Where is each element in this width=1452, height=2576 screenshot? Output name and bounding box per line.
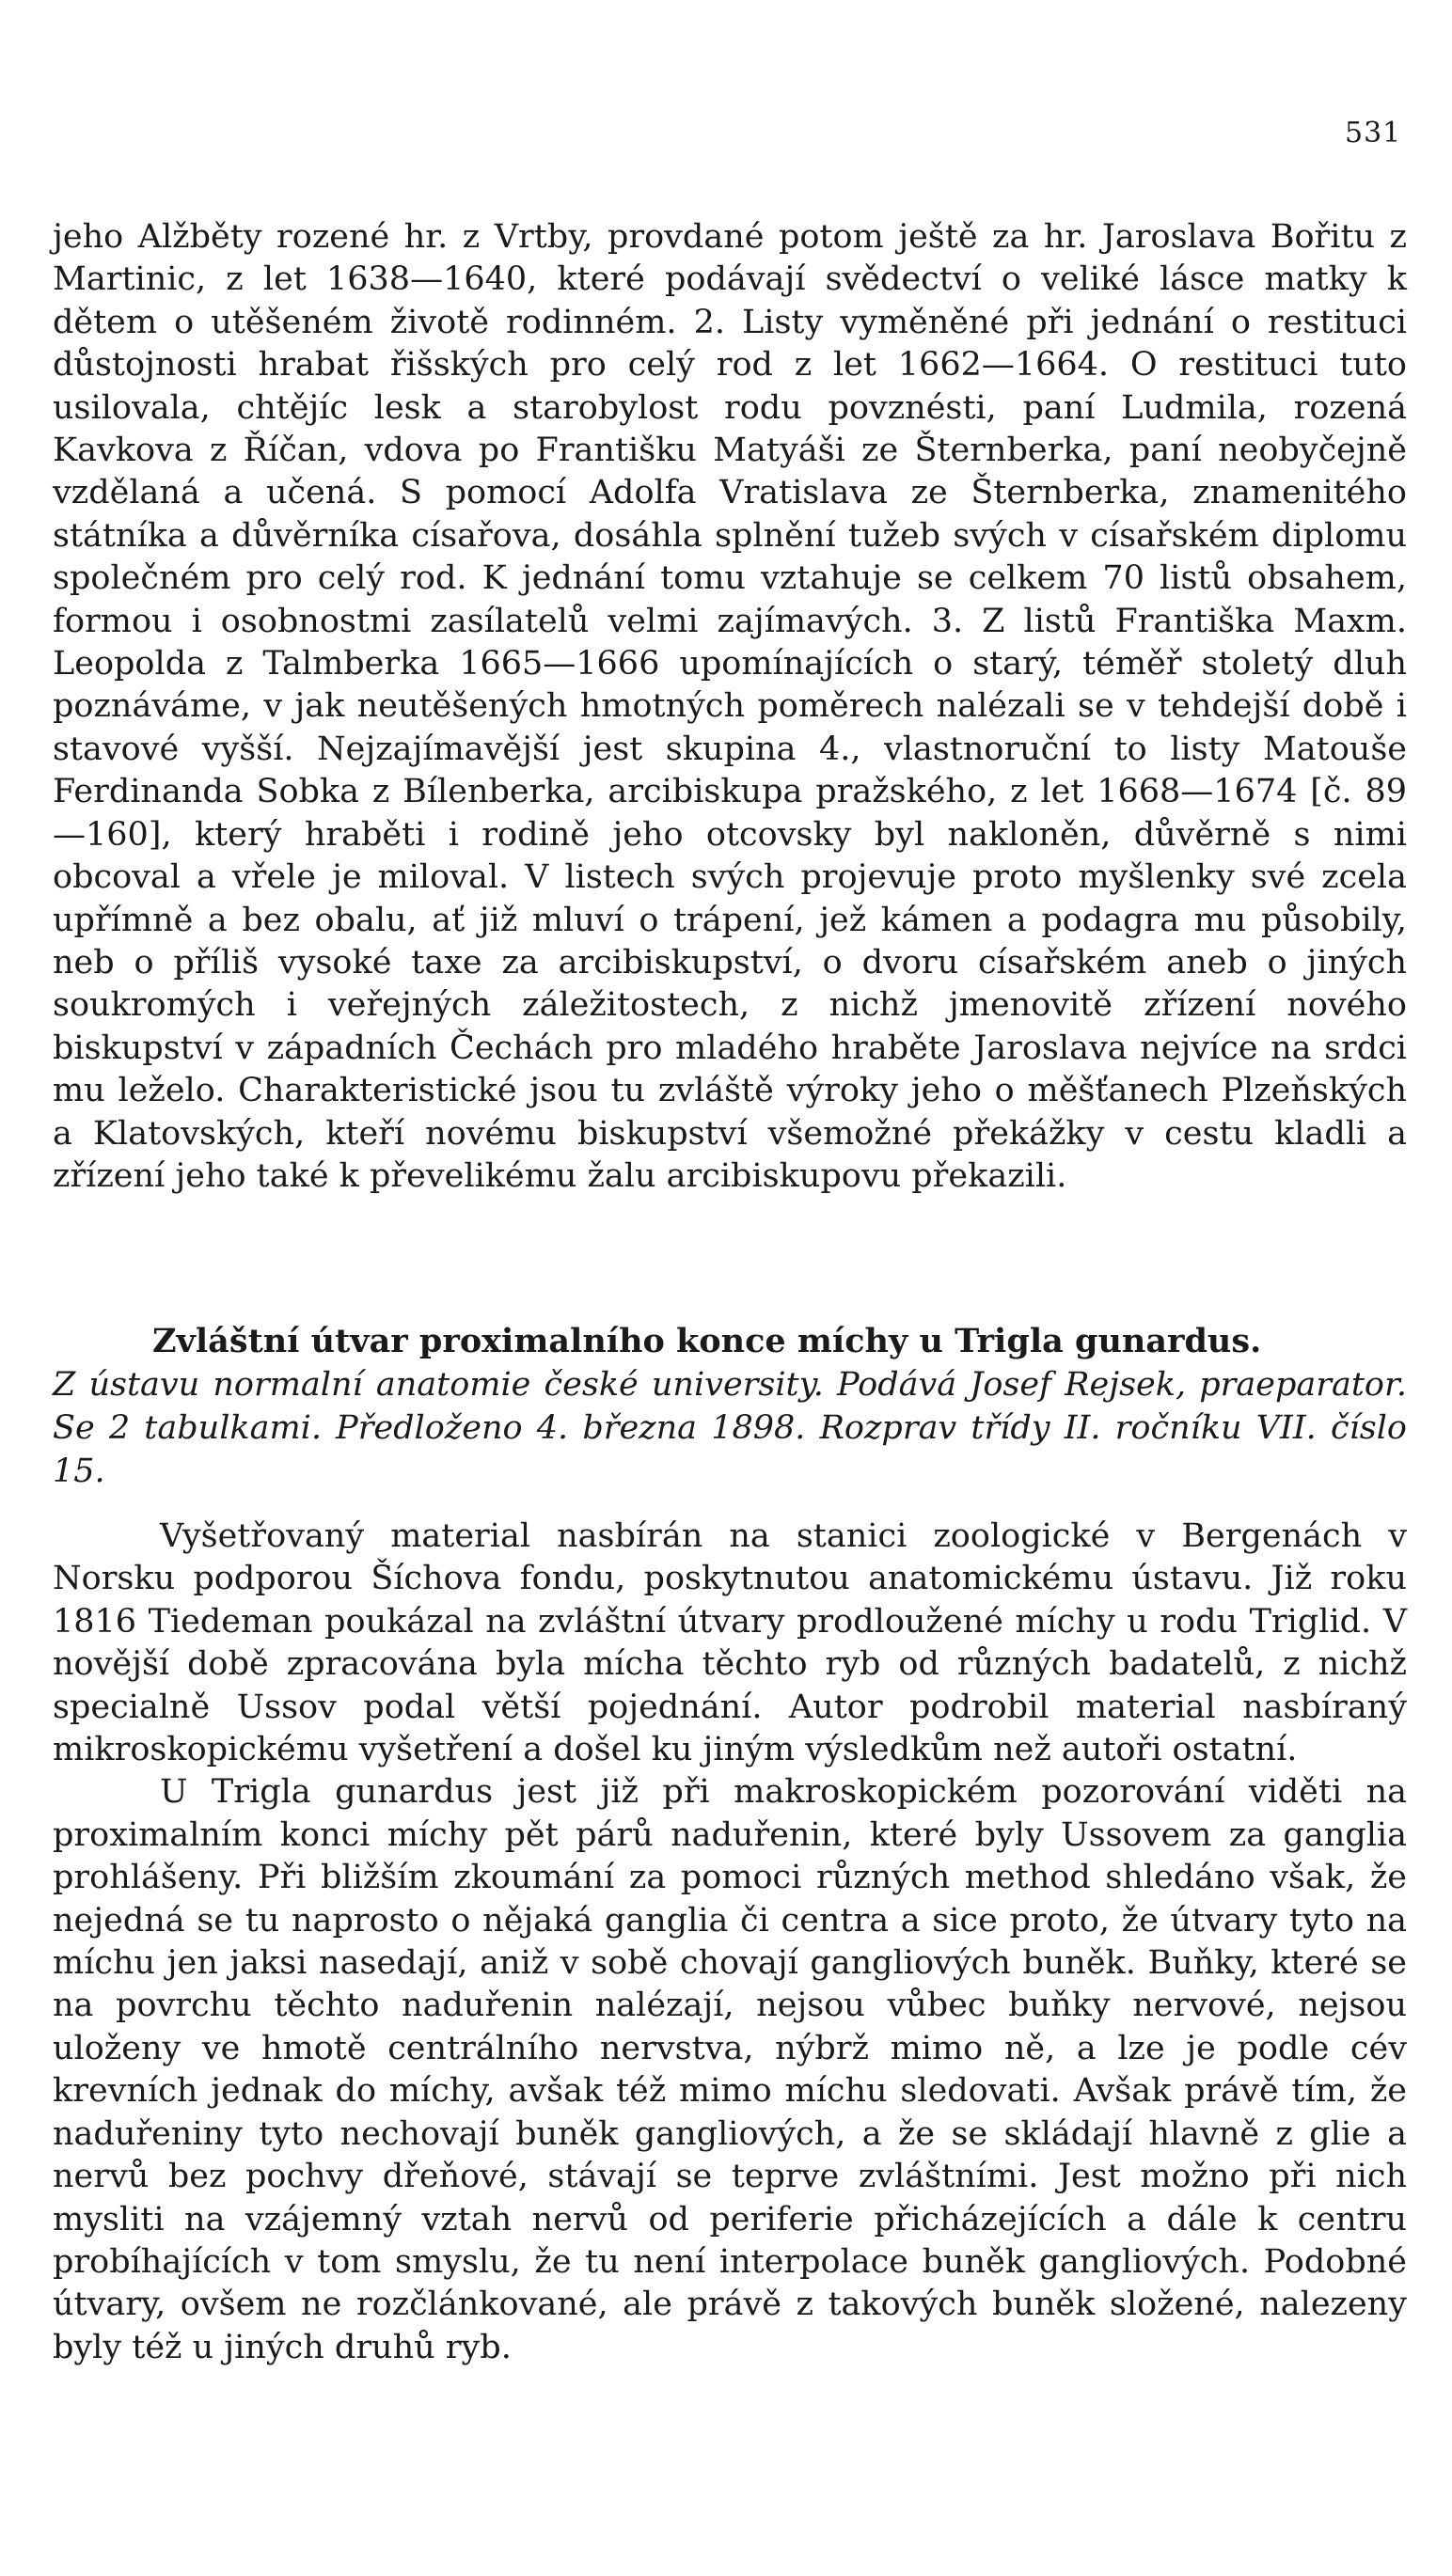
article-paragraph: Vyšetřovaný material nasbírán na stanici zoologické v Bergenách v Norsku podporou Šíchova fondu, poskytnutou anatomickému ústavu. Již roku 1816 Tiedeman poukázal na zvláštní útvary prodloužené míchy u rodu Triglid. V novější době zpracována byla mícha těchto ryb od různých badatelů, z nichž specialně Ussov podal větší pojednání. Autor podrobil material nasbíraný mikroskopickému vyšetření a došel ku jiným výsledkům než autoři ostatní. bbox=[53, 1517, 1407, 1769]
article-body bbox=[53, 1516, 1407, 2369]
article-subtitle: Z ústavu normalní anatomie české university. Podává Josef Rejsek, praeparator. Se 2 tabulkami. Předloženo 4. března 1898. Rozprav třídy II. ročníku VII. číslo 15. bbox=[53, 1366, 1407, 1490]
article-paragraph: U Trigla gunardus jest již při makroskopickém pozorování viděti na proximalním konci míchy pět párů naduřenin, které byly Ussovem za ganglia prohlášeny. Při bližším zkoumání za pomoci různých method shledáno však, že nejedná se tu naprosto o nějaká ganglia či centra a sice proto, že útvary tyto na míchu jen jaksi nasedají, aniž v sobě chovají gangliových buněk. Buňky, které se na povrchu těchto naduřenin nalézají, nejsou vůbec buňky nervové, nejsou uloženy ve hmotě centrálního nervstva, nýbrž mimo ně, a lze je podle cév krevních jednak do míchy, avšak též mimo míchu sledovati. Avšak právě tím, že naduřeniny tyto nechovají buněk gangliových, a že se skládají hlavně z glie a nervů bez pochvy dřeňové, stávají se teprve zvláštními. Jest možno při nich mysliti na vzájemný vztah nervů od periferie přicházejících a dále k centru probíhajících v tom smyslu, že tu není interpolace buněk gangliových. Podobné útvary, ovšem ne rozčlánkované, ale právě z takových buněk složené, nalezeny byly též u jiných druhů ryb. bbox=[53, 1773, 1407, 2366]
article-title: Zvláštní útvar proximalního konce míchy u Trigla gunardus. bbox=[152, 1322, 1262, 1360]
page-number: 531 bbox=[1345, 117, 1402, 149]
continuation-paragraph: jeho Alžběty rozené hr. z Vrtby, provdané potom ještě za hr. Jaroslava Bořitu z Martinic, z let 1638—1640, které podávají svědectví o veliké lásce matky k dětem o utěšeném životě rodinném. 2. Listy vyměněné při jednání o restituci důstojnosti hrabat řišských pro celý rod z let 1662—1664. O restituci tuto usilovala, chtějíc lesk a starobylost rodu povznésti, paní Ludmila, rozená Kavkova z Říčan, vdova po Františku Matyáši ze Šternberka, paní neobyčejně vzdělaná a učená. S pomocí Adolfa Vratislava ze Šternberka, znamenitého státníka a důvěrníka císařova, dosáhla splnění tužeb svých v císařském diplomu společném pro celý rod. K jednání tomu vztahuje se celkem 70 listů obsahem, formou i osobnostmi zasílatelů velmi zajímavých. 3. Z listů Františka Maxm. Leopolda z Talmberka 1665—1666 upomínajících o starý, téměř stoletý dluh poznáváme, v jak neutěšených hmotných poměrech nalézali se v tehdejší době i stavové vyšší. Nejzajímavější jest skupina 4., vlastnoruční to listy Matouše Ferdinanda Sobka z Bílenberka, arcibiskupa pražského, z let 1668—1674 [č. 89—160], který hraběti i rodině jeho otcovsky byl nakloněn, důvěrně s nimi obcoval a vřele je miloval. V listech svých projevuje proto myšlenky své zcela upřímně a bez obalu, ať již mluví o trápení, jež kámen a podagra mu působily, neb o příliš vysoké taxe za arcibiskupství, o dvoru císařském aneb o jiných soukromých i veřejných záležitostech, z nichž jmenovitě zřízení nového biskupství v západních Čechách pro mladého hraběte Jaroslava nejvíce na srdci mu leželo. Charakteristické jsou tu zvláště výroky jeho o měšťanech Plzeňských a Klatovských, kteří novému biskupství všemožné překážky v cestu kladli a zřízení jeho také k převelikému žalu arcibiskupovu překazili. bbox=[53, 218, 1407, 1195]
